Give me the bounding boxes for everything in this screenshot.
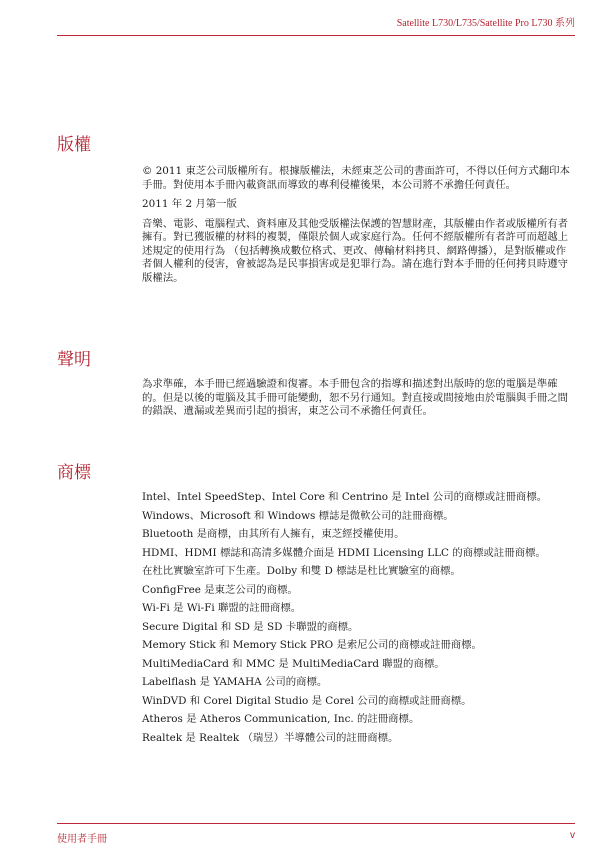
disclaimer-body — [142, 378, 575, 425]
copyright-paragraph: © 2011 東芝公司版權所有。根據版權法，未經東芝公司的書面許可，不得以任何方式翻印本手冊。對使用本手冊內載資訊而導致的專利侵權後果，本公司將不承擔任何責任。 — [142, 165, 570, 191]
section-heading-disclaimer: 聲明 — [57, 350, 91, 370]
running-header: Satellite L730/L735/Satellite Pro L730 系列 — [396, 18, 575, 29]
page-number: v — [570, 830, 575, 841]
trademark-item: Wi-Fi 是 Wi-Fi 聯盟的註冊商標。 — [142, 602, 302, 614]
trademark-item: ConfigFree 是東芝公司的商標。 — [142, 583, 298, 596]
trademark-item: Bluetooth 是商標，由其所有人擁有，東芝經授權使用。 — [142, 528, 405, 540]
trademark-item: Realtek 是 Realtek （瑞昱）半導體公司的註冊商標。 — [142, 731, 399, 744]
copyright-paragraph: 音樂、電影、電腦程式、資料庫及其他受版權法保護的智慧財產，其版權由作者或版權所有者擁有。對已獲版權的材料的複製，僅限於個人或家庭行為。任何不經版權所有者許可而超越上述規定的使用行為 （包括轉換成數位格式、更改、傳輸材料拷貝、網路傳播），是對版權或作者個人權利的侵害，會被認為是民事損害或是犯罪行為。請在進行對本手冊的任何拷貝時遵守版權法。 — [142, 217, 569, 284]
trademark-item: Atheros 是 Atheros Communication, Inc. 的註冊商標。 — [142, 713, 420, 725]
trademark-item: WinDVD 和 Corel Digital Studio 是 Corel 公司的商標或註冊商標。 — [142, 694, 472, 707]
trademark-item: Memory Stick 和 Memory Stick PRO 是索尼公司的商標或註冊商標。 — [142, 639, 482, 651]
edition-line: 2011 年 2 月第一版 — [142, 198, 237, 210]
header-rule — [57, 35, 575, 36]
footer-rule — [57, 823, 575, 824]
trademark-item: MultiMediaCard 和 MMC 是 MultiMediaCard 聯盟的商標。 — [142, 657, 445, 670]
trademark-item: Windows、Microsoft 和 Windows 標誌是微軟公司的註冊商標。 — [142, 509, 454, 522]
trademark-item: Secure Digital 和 SD 是 SD 卡聯盟的商標。 — [142, 620, 359, 633]
trademark-item: 在杜比實驗室許可下生產。Dolby 和雙 D 標誌是杜比實驗室的商標。 — [142, 565, 461, 577]
copyright-body — [142, 165, 575, 291]
trademarks-list — [142, 491, 575, 750]
footer-manual-title: 使用者手冊 — [57, 834, 107, 845]
section-heading-copyright: 版權 — [57, 135, 91, 155]
trademark-item: HDMI、HDMI 標誌和高清多媒體介面是 HDMI Licensing LLC 的商標或註冊商標。 — [142, 546, 546, 559]
disclaimer-paragraph: 為求準確，本手冊已經過驗證和復審。本手冊包含的指導和描述對出版時的您的電腦是準確的。但是以後的電腦及其手冊可能變動，恕不另行通知。對直接或間接地由於電腦與手冊之間的錯誤、遺漏或差異而引起的損害，東芝公司不承擔任何責任。 — [142, 378, 569, 417]
trademark-item: Labelflash 是 YAMAHA 公司的商標。 — [142, 676, 328, 688]
trademark-item: Intel、Intel SpeedStep、Intel Core 和 Centrino 是 Intel 公司的商標或註冊商標。 — [142, 491, 548, 503]
section-heading-trademarks: 商標 — [57, 463, 91, 483]
